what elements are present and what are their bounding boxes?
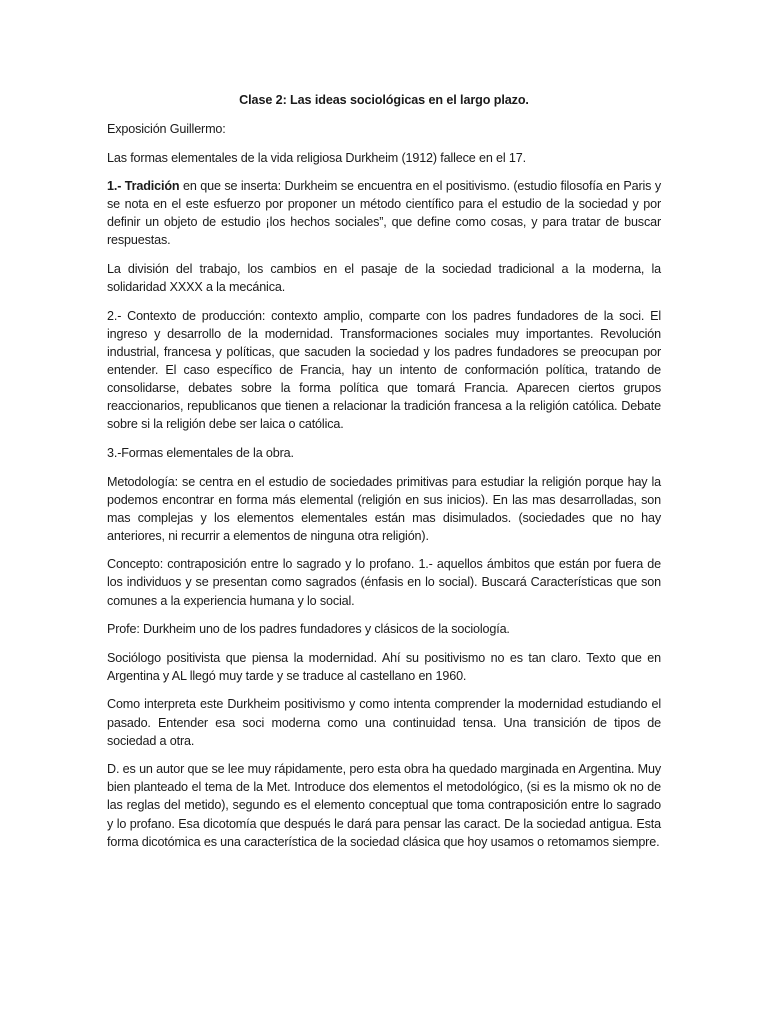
document-page [107, 91, 661, 861]
paragraph-formas-obra: 3.-Formas elementales de la obra. [107, 445, 294, 460]
paragraph-concepto: Concepto: contraposición entre lo sagrado y lo profano. 1.- aquellos ámbitos que están por fuera de los individuos y se presentan como sagrados (énfasis en lo social). Buscará Características que son comunes a la experiencia humana y lo social. [107, 557, 661, 608]
document-title: Clase 2: Las ideas sociológicas en el largo plazo. [239, 93, 529, 107]
paragraph-formas-elementales: Las formas elementales de la vida religiosa Durkheim (1912) fallece en el 17. [107, 150, 526, 165]
paragraph-metodologia: Metodología: se centra en el estudio de sociedades primitivas para estudiar la religión porque hay la podemos encontrar en forma más elemental (religión en sus inicios). En las mas desarrolladas, son mas complejas y los elementos elementales están mas disimulados. (sociedades que no hay anteriores, ni recurrir a elementos de ninguna otra religión). [107, 474, 661, 543]
paragraph-autor: D. es un autor que se lee muy rápidamente, pero esta obra ha quedado marginada en Argentina. Muy bien planteado el tema de la Met. Introduce dos elementos el metodológico, (si es la mismo ok no de las reglas del metido), segundo es el elemento conceptual que toma contraposición entre lo sagrado y lo profano. Esa dicotomía que después le dará para pensar las caract. De la sociedad antigua. Esta forma dicotómica es una característica de la sociedad clásica que hoy usamos o retomamos siempre. [107, 762, 661, 849]
paragraph-profe: Profe: Durkheim uno de los padres fundadores y clásicos de la sociología. [107, 622, 510, 637]
paragraph-exposicion: Exposición Guillermo: [107, 122, 226, 136]
paragraph-tradicion-body: en que se inserta: Durkheim se encuentra en el positivismo. (estudio filosofía en Paris y se nota en el este esfuerzo por proponer un método científico para el estudio de la sociedad y por definir un objeto de estudio ¡los hechos sociales”, que define como cosas, y para tratar de buscar respuestas. [107, 179, 662, 248]
paragraph-como-interpreta: Como interpreta este Durkheim positivismo y como intenta comprender la modernidad estudiando el pasado. Entender esa soci moderna como una continuidad tensa. Una transición de tipos de sociedad a otra. [107, 697, 661, 748]
paragraph-division-trabajo: La división del trabajo, los cambios en el pasaje de la sociedad tradicional a la moderna, la solidaridad XXXX a la mecánica. [107, 262, 661, 295]
paragraph-contexto-produccion: 2.- Contexto de producción: contexto amplio, comparte con los padres fundadores de la soci. El ingreso y desarrollo de la modernidad. Transformaciones sociales muy importantes. Revolución industrial, francesa y políticas, que sacuden la sociedad y los padres fundadores se preocupan por entender. El caso específico de Francia, hay un intento de conformación política, tratando de consolidarse, debates sobre la forma política que tomará Francia. Aparecen ciertos grupos reaccionarios, republicanos que tienen a relacionar la tradición francesa a la religión católica. Debate sobre si la religión debe ser laica o católica. [107, 308, 661, 432]
paragraph-sociologo: Sociólogo positivista que piensa la modernidad. Ahí su positivismo no es tan claro. Texto que en Argentina y AL llegó muy tarde y se traduce al castellano en 1960. [107, 650, 661, 683]
paragraph-tradicion-lead: 1.- Tradición [107, 179, 180, 194]
paragraph-tradicion [107, 177, 661, 249]
